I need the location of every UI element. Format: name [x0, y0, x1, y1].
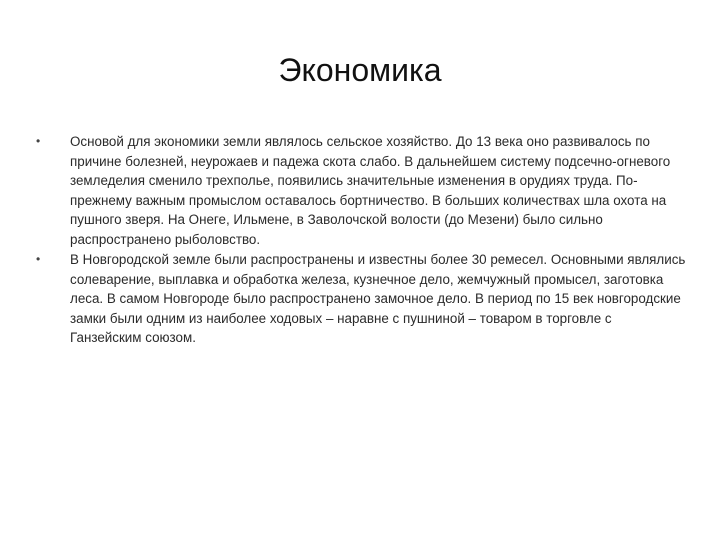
- bullet-text: В Новгородской земле были распространены и известны более 30 ремесел. Основными являлись солеварение, выплавка и обработка железа, кузнечное дело, жемчужный промысел, заготовка леса. В самом Новгороде было распространено замочное дело. В период по 15 век новгородские замки были одним из наиболее ходовых – наравне с пушниной – товаром в торговле с Ганзейским союзом.: [70, 252, 686, 345]
- bullet-item: [36, 132, 686, 249]
- bullet-item: [36, 250, 686, 348]
- bullet-text: Основой для экономики земли являлось сельское хозяйство. До 13 века оно развивалось по причине болезней, неурожаев и падежа скота слабо. В дальнейшем систему подсечно-огневого земледелия сменило трехполье, появились значительные изменения в орудиях труда. По-прежнему важным промыслом оставалось бортничество. В больших количествах шла охота на пушного зверя. На Онеге, Ильмене, в Заволочской волости (до Мезени) было сильно распространено рыболовство.: [70, 134, 671, 247]
- bullet-list: [36, 132, 686, 349]
- slide-title: Экономика: [278, 52, 442, 88]
- bullet-marker-icon: •: [36, 252, 41, 266]
- bullet-marker-icon: •: [36, 134, 41, 148]
